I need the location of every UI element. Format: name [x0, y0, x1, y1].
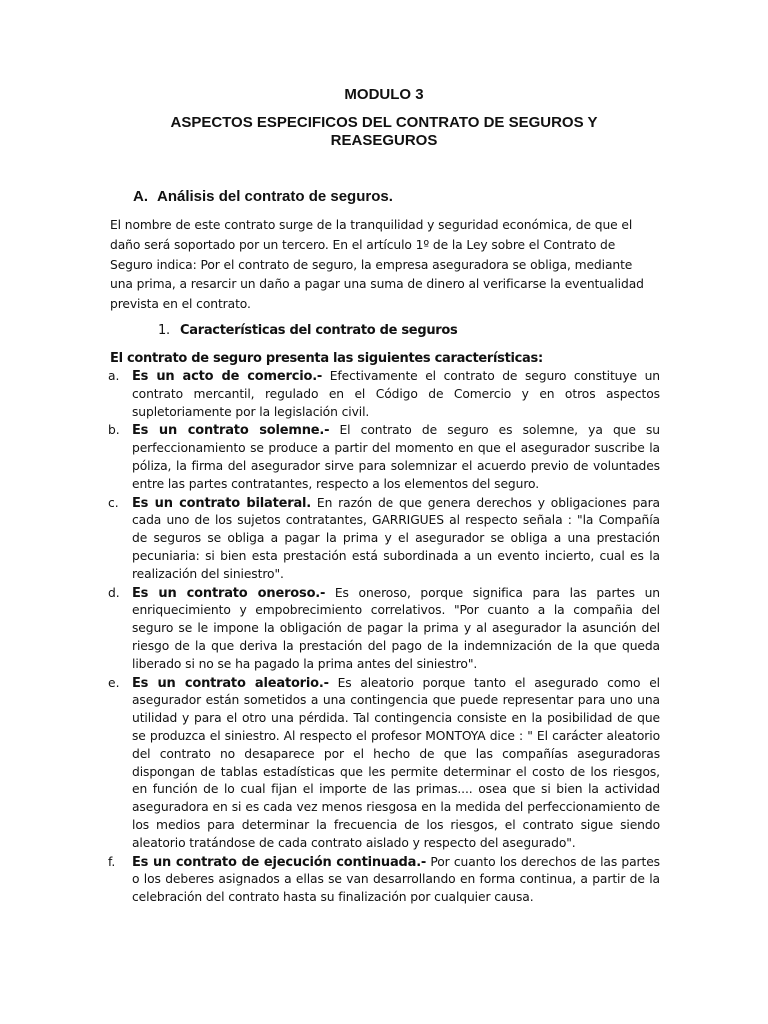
list-item-body: Es aleatorio porque tanto el asegurado como el asegurador están sometidos a una contingencia que puede representar para uno una utilidad y para el otro una pérdida. Tal contingencia consiste en la posibilidad de que se produzca el siniestro. Al respecto el profesor MONTOYA dice : " El carácter aleatorio del contrato no desaparece por el hecho de que las compañías aseguradoras dispongan de tablas estadísticas que les permite determinar el costo de los riesgos, en función de lo cual fijan el importe de las primas.... osea que si bien la actividad aseguradora en si es cada vez menos riesgosa en la medida del perfeccionamiento de los medios para determinar la frecuencia de los riesgos, el contrato sigue siendo aleatorio tratándose de cada contrato aislado y respecto del asegurado". — [132, 675, 660, 850]
list-marker: f. — [108, 854, 116, 869]
characteristics-list — [108, 368, 660, 908]
list-item-head: Es un contrato solemne.- — [132, 423, 330, 439]
list-item-head: Es un contrato aleatorio.- — [132, 675, 329, 691]
list-marker: e. — [108, 675, 120, 690]
list-marker: a. — [108, 369, 120, 383]
list-item-text — [132, 675, 660, 853]
intro-paragraph: El nombre de este contrato surge de la tranquilidad y seguridad económica, de que el daño será soportado por un tercero. En el artículo 1º de la Ley sobre el Contrato de Seguro indica: Por el contrato de seguro, la empresa aseguradora se obliga, mediante una prima, a resarcir un daño a pagar una suma de dinero al verificarse la eventualidad prevista en el contrato. — [110, 218, 644, 312]
list-item — [108, 585, 660, 674]
subsection-heading — [158, 322, 457, 340]
subsection-title: Características del contrato de seguros — [180, 323, 458, 338]
module-heading: MODULO 3 — [344, 86, 424, 103]
list-item-body: Por cuanto los derechos de las partes o los deberes asignados a ellas se van desarrollando en forma continua, a partir de la celebración del contrato hasta su finalización por cualquier causa. — [132, 854, 660, 905]
list-item — [108, 675, 660, 853]
list-marker: b. — [108, 423, 120, 438]
list-item-text — [132, 495, 660, 584]
list-item — [108, 854, 660, 907]
section-a-title: Análisis del contrato de seguros. — [157, 188, 393, 205]
list-marker: d. — [108, 585, 120, 600]
subsection-number: 1. — [158, 323, 170, 338]
section-a-heading — [133, 188, 393, 206]
document-title-text: ASPECTOS ESPECIFICOS DEL CONTRATO DE SEGUROS Y REASEGUROS — [170, 114, 598, 149]
list-item-body: Efectivamente el contrato de seguro constituye un contrato mercantil, regulado en el Código de Comercio y en otros aspectos supletoriamente por la legislación civil. — [132, 369, 660, 419]
list-item-head: Es un contrato bilateral. — [132, 495, 312, 511]
list-item — [108, 422, 660, 493]
list-item-body: En razón de que genera derechos y obligaciones para cada uno de los sujetos contratantes, GARRIGUES al respecto señala : "la Compañía de seguros se obliga a pagar la prima y el asegurador se obliga a una prestación pecuniaria: si bien esta prestación está subordinada a un evento incierto, cual es la realización del siniestro". — [132, 495, 660, 581]
list-item-text — [132, 368, 660, 421]
list-item — [108, 368, 660, 421]
document-title — [0, 114, 768, 150]
list-item-body: Es oneroso, porque significa para las partes un enriquecimiento y empobrecimiento correlativos. "Por cuanto a la compañia del seguro se le impone la obligación de pagar la prima y al asegurador la asunción del riesgo de la que deriva la prestación del pago de la indemnización de la que queda liberado si no se ha pagado la prima antes del siniestro". — [132, 585, 660, 671]
list-item-head: Es un contrato de ejecución continuada.- — [132, 854, 427, 870]
list-marker: c. — [108, 495, 119, 510]
list-item — [108, 495, 660, 584]
list-item-text — [132, 854, 660, 907]
characteristics-lead: El contrato de seguro presenta las siguientes características: — [110, 351, 543, 366]
list-item-text — [132, 585, 660, 674]
list-item-body: El contrato de seguro es solemne, ya que su perfeccionamiento se produce a partir del momento en que el asegurador suscribe la póliza, la firma del asegurador sirve para solemnizar el acuerdo previo de voluntades entre las partes contratantes, respecto a los elementos del seguro. — [132, 423, 660, 491]
section-a-letter: A. — [133, 188, 148, 205]
list-item-head: Es un acto de comercio.- — [132, 369, 323, 384]
list-item-text — [132, 422, 660, 493]
list-item-head: Es un contrato oneroso.- — [132, 585, 326, 601]
